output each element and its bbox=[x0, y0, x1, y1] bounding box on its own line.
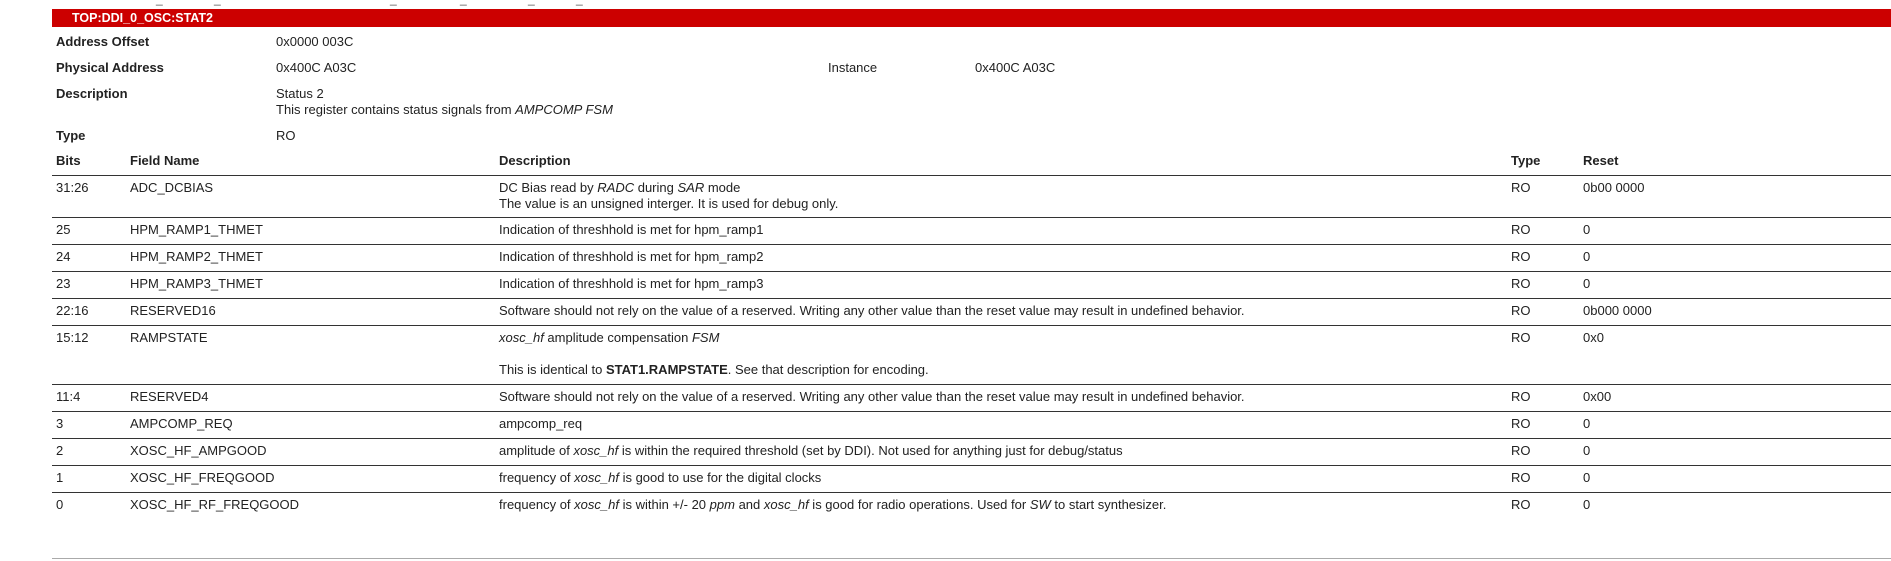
field-description: frequency of xosc_hf is good to use for the digital clocks bbox=[499, 470, 822, 485]
register-description-line1: Status 2 bbox=[276, 86, 324, 101]
field-name: XOSC_HF_AMPGOOD bbox=[130, 443, 267, 458]
cropped-fragment bbox=[460, 0, 467, 6]
register-description bbox=[276, 86, 613, 118]
table-row bbox=[52, 438, 1891, 465]
table-row bbox=[52, 244, 1891, 271]
field-name: HPM_RAMP2_THMET bbox=[130, 249, 263, 264]
field-name: HPM_RAMP3_THMET bbox=[130, 276, 263, 291]
register-description-line2: This register contains status signals from AMPCOMP FSM bbox=[276, 102, 613, 117]
field-reset: 0 bbox=[1583, 497, 1591, 512]
field-description: Software should not rely on the value of a reserved. Writing any other value than the reset value may result in undefined behavior. bbox=[499, 389, 1245, 404]
field-type: RO bbox=[1511, 470, 1531, 485]
cropped-text-fragments bbox=[0, 0, 1891, 6]
field-type: RO bbox=[1511, 389, 1531, 404]
column-header-description: Description bbox=[499, 153, 571, 168]
field-bits: 0 bbox=[56, 497, 64, 512]
field-description: DC Bias read by RADC during SAR mode The value is an unsigned interger. It is used for debug only. bbox=[499, 180, 839, 211]
field-bits: 11:4 bbox=[56, 389, 81, 404]
field-name: HPM_RAMP1_THMET bbox=[130, 222, 263, 237]
section-divider bbox=[52, 558, 1891, 559]
address-offset-label: Address Offset bbox=[56, 34, 150, 49]
physical-address-value: 0x400C A03C bbox=[276, 60, 357, 75]
column-header-bits: Bits bbox=[56, 153, 81, 168]
column-header-reset: Reset bbox=[1583, 153, 1619, 168]
field-bits: 1 bbox=[56, 470, 64, 485]
address-offset-value: 0x0000 003C bbox=[276, 34, 354, 49]
instance-label: Instance bbox=[828, 60, 878, 75]
cropped-fragment bbox=[576, 0, 583, 6]
field-reset: 0x0 bbox=[1583, 330, 1604, 345]
field-name: RESERVED4 bbox=[130, 389, 209, 404]
table-row bbox=[52, 411, 1891, 438]
field-reset: 0 bbox=[1583, 249, 1591, 264]
field-description: Indication of threshhold is met for hpm_ramp1 bbox=[499, 222, 764, 237]
register-title-banner: TOP:DDI_0_OSC:STAT2 bbox=[52, 9, 1891, 27]
field-description: amplitude of xosc_hf is within the required threshold (set by DDI). Not used for anything just for debug/status bbox=[499, 443, 1123, 458]
field-bits: 15:12 bbox=[56, 330, 89, 345]
field-reset: 0 bbox=[1583, 416, 1591, 431]
field-name: XOSC_HF_FREQGOOD bbox=[130, 470, 275, 485]
field-description: xosc_hf amplitude compensation FSM This is identical to STAT1.RAMPSTATE. See that description for encoding. bbox=[499, 330, 929, 377]
table-row bbox=[52, 384, 1891, 411]
field-type: RO bbox=[1511, 416, 1531, 431]
field-description: frequency of xosc_hf is within +/- 20 ppm and xosc_hf is good for radio operations. Used for SW to start synthesizer. bbox=[499, 497, 1167, 512]
cropped-fragment bbox=[390, 0, 397, 6]
field-type: RO bbox=[1511, 303, 1531, 318]
field-bits: 31:26 bbox=[56, 180, 89, 195]
cropped-fragment bbox=[528, 0, 535, 6]
field-reset: 0 bbox=[1583, 222, 1591, 237]
field-description: Indication of threshhold is met for hpm_ramp3 bbox=[499, 276, 764, 291]
field-name: RESERVED16 bbox=[130, 303, 216, 318]
instance-value: 0x400C A03C bbox=[975, 60, 1056, 75]
field-type: RO bbox=[1511, 180, 1531, 195]
column-header-field-name: Field Name bbox=[130, 153, 200, 168]
type-value: RO bbox=[276, 128, 296, 143]
column-header-type: Type bbox=[1511, 153, 1541, 168]
field-bits: 25 bbox=[56, 222, 71, 237]
field-type: RO bbox=[1511, 330, 1531, 345]
field-reset: 0 bbox=[1583, 470, 1591, 485]
table-row bbox=[52, 325, 1891, 384]
field-reset: 0x00 bbox=[1583, 389, 1612, 404]
description-label: Description bbox=[56, 86, 128, 101]
field-name: RAMPSTATE bbox=[130, 330, 208, 345]
cropped-fragment bbox=[156, 0, 163, 6]
field-reset: 0 bbox=[1583, 276, 1591, 291]
cropped-fragment bbox=[214, 0, 221, 6]
field-name: AMPCOMP_REQ bbox=[130, 416, 233, 431]
field-description: Software should not rely on the value of a reserved. Writing any other value than the reset value may result in undefined behavior. bbox=[499, 303, 1245, 318]
table-row bbox=[52, 217, 1891, 244]
field-reset: 0 bbox=[1583, 443, 1591, 458]
table-row bbox=[52, 465, 1891, 492]
physical-address-label: Physical Address bbox=[56, 60, 164, 75]
field-type: RO bbox=[1511, 249, 1531, 264]
field-bits: 2 bbox=[56, 443, 64, 458]
field-reset: 0b00 0000 bbox=[1583, 180, 1645, 195]
field-bits: 3 bbox=[56, 416, 64, 431]
field-type: RO bbox=[1511, 222, 1531, 237]
table-row bbox=[52, 298, 1891, 325]
field-name: XOSC_HF_RF_FREQGOOD bbox=[130, 497, 300, 512]
table-row bbox=[52, 492, 1891, 519]
field-bits: 24 bbox=[56, 249, 71, 264]
field-type: RO bbox=[1511, 497, 1531, 512]
field-description: ampcomp_req bbox=[499, 416, 583, 431]
field-name: ADC_DCBIAS bbox=[130, 180, 214, 195]
field-type: RO bbox=[1511, 276, 1531, 291]
field-reset: 0b000 0000 bbox=[1583, 303, 1652, 318]
field-bits: 22:16 bbox=[56, 303, 89, 318]
type-label: Type bbox=[56, 128, 86, 143]
field-description: Indication of threshhold is met for hpm_ramp2 bbox=[499, 249, 764, 264]
field-type: RO bbox=[1511, 443, 1531, 458]
field-bits: 23 bbox=[56, 276, 71, 291]
table-row bbox=[52, 271, 1891, 298]
table-row bbox=[52, 175, 1891, 217]
